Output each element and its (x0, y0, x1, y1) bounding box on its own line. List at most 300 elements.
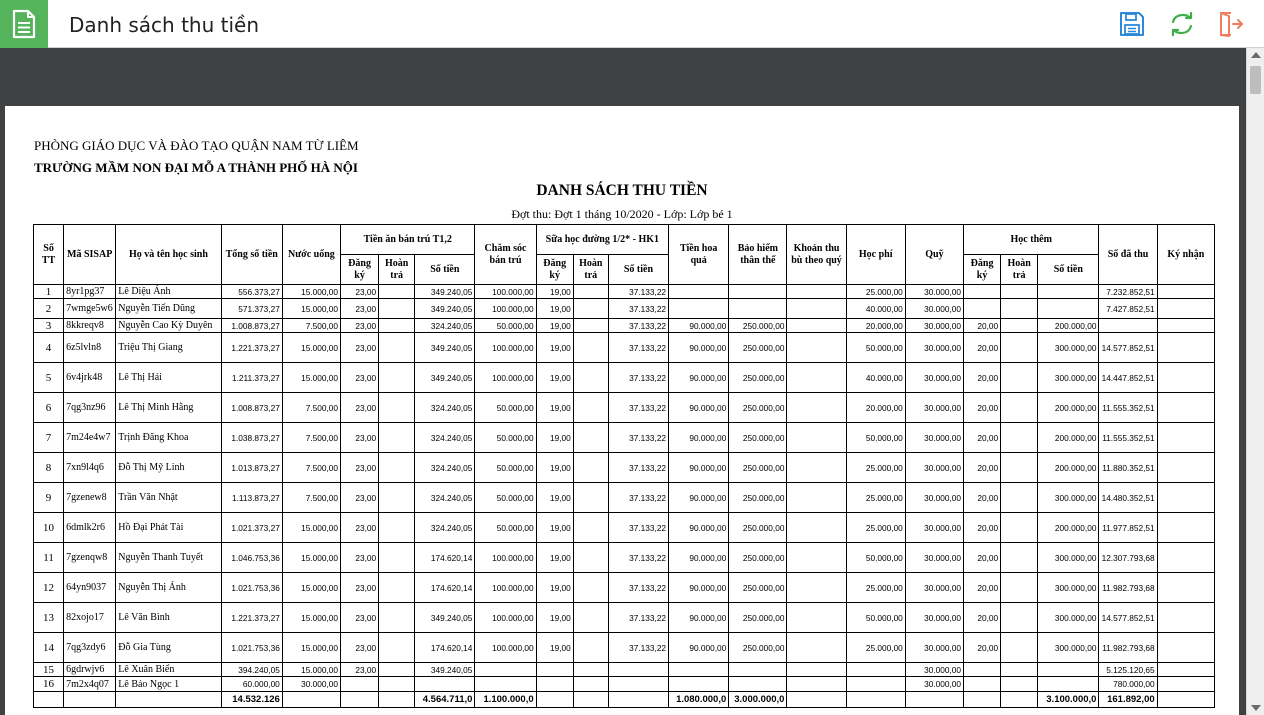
cell-sign (1157, 543, 1214, 573)
cell-meal-amt (415, 677, 475, 692)
cell-milk-amt: 37.133,22 (608, 573, 668, 603)
cell-milk-reg: 19,00 (536, 299, 573, 319)
department-name: PHÒNG GIÁO DỤC VÀ ĐÀO TẠO QUẬN NAM TỪ LIÊM (34, 138, 359, 153)
cell-stt: 3 (34, 319, 64, 333)
cell-extra-amt: 200.000,00 (1038, 453, 1099, 483)
cell-milk-amt: 37.133,22 (608, 319, 668, 333)
cell-insurance: 250.000,00 (729, 393, 787, 423)
cell-tuition: 50.000,00 (846, 423, 905, 453)
cell-extra-reg: 20,00 (964, 393, 1001, 423)
cell-extra-reg (964, 663, 1001, 677)
cell-meal-ref (379, 573, 415, 603)
cell-collected: 11.880.352,51 (1099, 453, 1157, 483)
scrollbar-thumb[interactable] (1250, 66, 1261, 94)
cell-fund: 30.000,00 (905, 333, 963, 363)
table-row (34, 633, 1215, 663)
col-fund-comp: Khoản thu bù theo quý (787, 225, 846, 285)
cell-insurance: 250.000,00 (729, 363, 787, 393)
cell-tuition: 50.000,00 (846, 543, 905, 573)
col-extra-amt: Số tiền (1038, 255, 1099, 285)
cell-meal-ref (379, 663, 415, 677)
cell-name: Nguyễn Thanh Tuyết (116, 543, 221, 573)
cell-meal-ref (379, 363, 415, 393)
cell-milk-amt: 37.133,22 (608, 333, 668, 363)
cell-fund: 30.000,00 (905, 299, 963, 319)
cell-meal-reg: 23,00 (341, 573, 379, 603)
cell-extra-ref (1001, 363, 1038, 393)
cell-flower (669, 663, 729, 677)
cell-fund-comp (787, 633, 846, 663)
cell-water: 7.500,00 (282, 453, 340, 483)
cell-milk-ref (573, 285, 608, 299)
cell-insurance: 250.000,00 (729, 543, 787, 573)
cell-meal-ref (379, 633, 415, 663)
col-care: Chăm sóc bán trú (475, 225, 536, 285)
cell-meal-ref (379, 543, 415, 573)
cell-tuition: 25.000,00 (846, 513, 905, 543)
cell-meal-amt: 349.240,05 (415, 299, 475, 319)
col-milk: Sữa học đường 1/2* - HK1 (536, 225, 668, 255)
cell-collected: 12.307.793,68 (1099, 543, 1157, 573)
col-meal-reg: Đăng ký (341, 255, 379, 285)
cell-name: Lê Diệu Ánh (116, 285, 221, 299)
cell-code: 7gzenqw8 (64, 543, 116, 573)
cell-stt: 11 (34, 543, 64, 573)
cell-meal-reg: 23,00 (341, 299, 379, 319)
cell-extra-reg: 20,00 (964, 633, 1001, 663)
cell-flower: 90.000,00 (669, 513, 729, 543)
cell-care: 50.000,00 (475, 453, 536, 483)
cell-care: 100.000,00 (475, 299, 536, 319)
cell-water: 15.000,00 (282, 513, 340, 543)
cell-total: 1.221.373,27 (221, 603, 282, 633)
cell-meal-amt: 349.240,05 (415, 603, 475, 633)
cell-care: 100.000,00 (475, 543, 536, 573)
cell-extra-amt: 300.000,00 (1038, 543, 1099, 573)
cell-flower: 90.000,00 (669, 423, 729, 453)
cell-extra-reg: 20,00 (964, 543, 1001, 573)
cell-total: 1.013.873,27 (221, 453, 282, 483)
cell-fund: 30.000,00 (905, 285, 963, 299)
cell-milk-amt: 37.133,22 (608, 543, 668, 573)
table-row (34, 285, 1215, 299)
cell-total: 1.021.753,36 (221, 573, 282, 603)
cell-milk-ref (573, 677, 608, 692)
col-extra-ref: Hoàn trả (1001, 255, 1038, 285)
table-row (34, 543, 1215, 573)
col-collected: Số đã thu (1099, 225, 1157, 285)
cell-milk-ref (573, 513, 608, 543)
cell-meal-amt: 174.620,14 (415, 573, 475, 603)
cell-stt: 2 (34, 299, 64, 319)
cell-milk-reg: 19,00 (536, 603, 573, 633)
table-row (34, 319, 1215, 333)
cell-care: 50.000,00 (475, 423, 536, 453)
cell-milk-amt: 37.133,22 (608, 285, 668, 299)
cell-name: Lê Bảo Ngọc 1 (116, 677, 221, 692)
cell-care: 100.000,00 (475, 285, 536, 299)
cell-meal-ref (379, 677, 415, 692)
cell-extra-reg: 20,00 (964, 603, 1001, 633)
cell-tuition: 40.000,00 (846, 299, 905, 319)
cell-tuition (846, 663, 905, 677)
cell-sign (1157, 299, 1214, 319)
cell-meal-amt: 324.240,05 (415, 453, 475, 483)
cell-care: 100.000,00 (475, 603, 536, 633)
col-meal-amt: Số tiền (415, 255, 475, 285)
cell-extra-amt (1038, 285, 1099, 299)
cell-milk-ref (573, 573, 608, 603)
cell-extra-ref (1001, 453, 1038, 483)
vertical-scrollbar[interactable] (1246, 48, 1264, 715)
cell-fund: 30.000,00 (905, 423, 963, 453)
cell-name: Trịnh Đăng Khoa (116, 423, 221, 453)
cell-fund: 30.000,00 (905, 603, 963, 633)
cell-extra-reg: 20,00 (964, 573, 1001, 603)
cell-total: 1.038.873,27 (221, 423, 282, 453)
cell-meal-ref (379, 285, 415, 299)
cell-flower: 90.000,00 (669, 543, 729, 573)
scroll-up-arrow-icon[interactable] (1251, 52, 1261, 58)
cell-milk-ref (573, 633, 608, 663)
cell-extra-ref (1001, 319, 1038, 333)
report-subtitle: Đợt thu: Đợt 1 tháng 10/2020 - Lớp: Lớp bé 1 (511, 207, 733, 221)
cell-tuition: 20.000,00 (846, 393, 905, 423)
cell-sign (1157, 285, 1214, 299)
totals-row (34, 692, 1215, 708)
save-icon (1119, 11, 1145, 37)
cell-fund-comp (787, 573, 846, 603)
cell-fund: 30.000,00 (905, 363, 963, 393)
cell-stt: 6 (34, 393, 64, 423)
cell-fund-comp (787, 319, 846, 333)
cell-flower: 90.000,00 (669, 319, 729, 333)
report-viewer[interactable] (0, 48, 1246, 715)
cell-milk-amt: 37.133,22 (608, 393, 668, 423)
col-extra-reg: Đăng ký (964, 255, 1001, 285)
cell-meal-amt: 324.240,05 (415, 423, 475, 453)
cell-extra-reg: 20,00 (964, 333, 1001, 363)
total-care: 1.100.000,0 (475, 692, 536, 708)
cell-milk-reg: 19,00 (536, 333, 573, 363)
cell-fund: 30.000,00 (905, 453, 963, 483)
cell-milk-reg: 19,00 (536, 393, 573, 423)
cell-milk-reg: 19,00 (536, 423, 573, 453)
cell-fund: 30.000,00 (905, 393, 963, 423)
cell-total: 1.221.373,27 (221, 333, 282, 363)
cell-total: 1.113.873,27 (221, 483, 282, 513)
cell-sign (1157, 513, 1214, 543)
exit-button[interactable] (1218, 11, 1244, 37)
cell-name: Lê Thị Hải (116, 363, 221, 393)
total-empty-cell (846, 692, 905, 708)
cell-code: 8kkreqv8 (64, 319, 116, 333)
cell-meal-reg: 23,00 (341, 423, 379, 453)
cell-tuition: 25.000,00 (846, 453, 905, 483)
cell-collected: 7.232.852,51 (1099, 285, 1157, 299)
cell-milk-ref (573, 319, 608, 333)
payment-table (33, 224, 1215, 708)
cell-extra-ref (1001, 677, 1038, 692)
table-row (34, 663, 1215, 677)
cell-extra-ref (1001, 543, 1038, 573)
col-flower: Tiền hoa quả (669, 225, 729, 285)
cell-stt: 14 (34, 633, 64, 663)
cell-sign (1157, 319, 1214, 333)
cell-milk-reg: 19,00 (536, 319, 573, 333)
cell-sign (1157, 573, 1214, 603)
cell-tuition: 50.000,00 (846, 603, 905, 633)
cell-flower (669, 285, 729, 299)
cell-stt: 12 (34, 573, 64, 603)
cell-fund-comp (787, 363, 846, 393)
cell-fund-comp (787, 333, 846, 363)
cell-meal-ref (379, 453, 415, 483)
cell-water: 15.000,00 (282, 333, 340, 363)
cell-milk-ref (573, 603, 608, 633)
cell-total: 1.021.753,36 (221, 633, 282, 663)
cell-extra-ref (1001, 333, 1038, 363)
cell-extra-ref (1001, 423, 1038, 453)
cell-milk-ref (573, 663, 608, 677)
cell-meal-amt: 349.240,05 (415, 363, 475, 393)
report-title: DANH SÁCH THU TIỀN (536, 182, 708, 199)
cell-extra-ref (1001, 483, 1038, 513)
cell-fund-comp (787, 423, 846, 453)
cell-stt: 7 (34, 423, 64, 453)
scroll-down-arrow-icon[interactable] (1251, 705, 1261, 711)
cell-fund-comp (787, 285, 846, 299)
cell-insurance (729, 285, 787, 299)
cell-tuition: 25.000,00 (846, 573, 905, 603)
cell-meal-reg: 23,00 (341, 543, 379, 573)
cell-sign (1157, 453, 1214, 483)
cell-milk-amt: 37.133,22 (608, 423, 668, 453)
total-empty-cell (1001, 692, 1038, 708)
cell-insurance: 250.000,00 (729, 423, 787, 453)
col-insurance: Bảo hiểm thân thể (729, 225, 787, 285)
cell-code: 7m2x4q07 (64, 677, 116, 692)
cell-water: 7.500,00 (282, 483, 340, 513)
cell-fund-comp (787, 663, 846, 677)
cell-meal-ref (379, 603, 415, 633)
cell-milk-ref (573, 363, 608, 393)
cell-meal-amt: 349.240,05 (415, 333, 475, 363)
cell-milk-amt (608, 663, 668, 677)
refresh-button[interactable] (1169, 11, 1195, 37)
cell-extra-amt (1038, 663, 1099, 677)
col-meal-ref: Hoàn trả (379, 255, 415, 285)
cell-milk-amt: 37.133,22 (608, 633, 668, 663)
report-page (5, 106, 1239, 715)
cell-fund: 30.000,00 (905, 663, 963, 677)
cell-flower: 90.000,00 (669, 573, 729, 603)
col-fund: Quỹ (905, 225, 963, 285)
table-row (34, 603, 1215, 633)
cell-name: Lê Xuân Biển (116, 663, 221, 677)
cell-name: Nguyễn Thị Ánh (116, 573, 221, 603)
cell-milk-reg: 19,00 (536, 543, 573, 573)
cell-name: Lê Văn Bình (116, 603, 221, 633)
cell-extra-amt: 300.000,00 (1038, 333, 1099, 363)
cell-milk-reg: 19,00 (536, 453, 573, 483)
total-insurance: 3.000.000,0 (729, 692, 787, 708)
cell-extra-amt: 300.000,00 (1038, 603, 1099, 633)
cell-extra-amt: 300.000,00 (1038, 363, 1099, 393)
document-list-icon (0, 0, 48, 48)
cell-tuition: 40.000,00 (846, 363, 905, 393)
cell-care: 50.000,00 (475, 393, 536, 423)
cell-fund: 30.000,00 (905, 633, 963, 663)
cell-fund: 30.000,00 (905, 573, 963, 603)
cell-fund-comp (787, 299, 846, 319)
save-button[interactable] (1119, 11, 1145, 37)
cell-tuition: 50.000,00 (846, 333, 905, 363)
cell-stt: 8 (34, 453, 64, 483)
cell-milk-amt: 37.133,22 (608, 299, 668, 319)
cell-extra-ref (1001, 513, 1038, 543)
cell-code: 7qg3zdy6 (64, 633, 116, 663)
cell-flower: 90.000,00 (669, 363, 729, 393)
cell-fund: 30.000,00 (905, 483, 963, 513)
cell-care (475, 663, 536, 677)
cell-collected: 14.577.852,51 (1099, 603, 1157, 633)
cell-milk-ref (573, 453, 608, 483)
cell-collected: 14.480.352,51 (1099, 483, 1157, 513)
cell-sign (1157, 393, 1214, 423)
school-name: TRƯỜNG MẦM NON ĐẠI MỖ A THÀNH PHỐ HÀ NỘI (34, 160, 358, 175)
cell-code: 6z5lvln8 (64, 333, 116, 363)
cell-fund-comp (787, 677, 846, 692)
cell-total: 1.046.753,36 (221, 543, 282, 573)
col-milk-ref: Hoàn trả (573, 255, 608, 285)
cell-stt: 15 (34, 663, 64, 677)
cell-collected: 11.555.352,51 (1099, 423, 1157, 453)
cell-meal-reg: 23,00 (341, 285, 379, 299)
cell-extra-amt: 200.000,00 (1038, 513, 1099, 543)
cell-fund-comp (787, 453, 846, 483)
cell-milk-ref (573, 393, 608, 423)
col-name: Họ và tên học sinh (116, 225, 221, 285)
cell-water: 15.000,00 (282, 663, 340, 677)
cell-sign (1157, 363, 1214, 393)
cell-extra-amt: 300.000,00 (1038, 573, 1099, 603)
col-stt: Số TT (34, 225, 64, 285)
cell-sign (1157, 423, 1214, 453)
cell-insurance (729, 663, 787, 677)
cell-care: 100.000,00 (475, 573, 536, 603)
cell-sign (1157, 603, 1214, 633)
cell-milk-reg: 19,00 (536, 285, 573, 299)
cell-care: 50.000,00 (475, 513, 536, 543)
table-row (34, 423, 1215, 453)
cell-collected: 5.125.120,65 (1099, 663, 1157, 677)
cell-insurance: 250.000,00 (729, 453, 787, 483)
cell-insurance: 250.000,00 (729, 603, 787, 633)
cell-insurance (729, 677, 787, 692)
cell-meal-reg: 23,00 (341, 333, 379, 363)
cell-collected: 11.977.852,51 (1099, 513, 1157, 543)
cell-extra-reg: 20,00 (964, 513, 1001, 543)
cell-milk-reg (536, 677, 573, 692)
cell-insurance: 250.000,00 (729, 483, 787, 513)
total-extra-amt: 3.100.000,0 (1038, 692, 1099, 708)
cell-code: 7qg3nz96 (64, 393, 116, 423)
cell-extra-reg (964, 299, 1001, 319)
cell-stt: 1 (34, 285, 64, 299)
cell-care: 50.000,00 (475, 483, 536, 513)
page-title: Danh sách thu tiền (69, 13, 259, 37)
cell-meal-reg (341, 677, 379, 692)
cell-meal-amt: 174.620,14 (415, 543, 475, 573)
cell-extra-amt: 200.000,00 (1038, 423, 1099, 453)
cell-extra-amt (1038, 299, 1099, 319)
total-empty-cell (64, 692, 116, 708)
cell-collected: 11.555.352,51 (1099, 393, 1157, 423)
cell-meal-reg: 23,00 (341, 663, 379, 677)
cell-insurance: 250.000,00 (729, 319, 787, 333)
cell-extra-ref (1001, 573, 1038, 603)
cell-water: 15.000,00 (282, 573, 340, 603)
cell-extra-ref (1001, 603, 1038, 633)
cell-fund-comp (787, 543, 846, 573)
cell-extra-reg: 20,00 (964, 453, 1001, 483)
refresh-icon (1169, 11, 1195, 37)
cell-insurance: 250.000,00 (729, 573, 787, 603)
cell-stt: 9 (34, 483, 64, 513)
total-empty-cell (282, 692, 340, 708)
cell-name: Nguyễn Tiến Dũng (116, 299, 221, 319)
cell-flower: 90.000,00 (669, 633, 729, 663)
cell-code: 6v4jrk48 (64, 363, 116, 393)
cell-meal-reg: 23,00 (341, 603, 379, 633)
cell-extra-reg: 20,00 (964, 483, 1001, 513)
total-empty-cell (379, 692, 415, 708)
cell-fund-comp (787, 393, 846, 423)
cell-care (475, 677, 536, 692)
cell-meal-reg: 23,00 (341, 483, 379, 513)
cell-sign (1157, 483, 1214, 513)
total-collected: 161.892,00 (1099, 692, 1157, 708)
cell-extra-reg: 20,00 (964, 363, 1001, 393)
cell-tuition (846, 677, 905, 692)
cell-code: 7xn9l4q6 (64, 453, 116, 483)
cell-extra-ref (1001, 299, 1038, 319)
cell-extra-reg (964, 677, 1001, 692)
cell-extra-amt: 200.000,00 (1038, 319, 1099, 333)
cell-meal-reg: 23,00 (341, 513, 379, 543)
cell-collected: 14.447.852,51 (1099, 363, 1157, 393)
cell-total: 394.240,05 (221, 663, 282, 677)
cell-flower: 90.000,00 (669, 393, 729, 423)
cell-water: 15.000,00 (282, 633, 340, 663)
cell-milk-reg: 19,00 (536, 513, 573, 543)
cell-insurance: 250.000,00 (729, 333, 787, 363)
total-empty-cell (116, 692, 221, 708)
cell-milk-ref (573, 333, 608, 363)
cell-fund: 30.000,00 (905, 513, 963, 543)
cell-fund-comp (787, 603, 846, 633)
cell-name: Lê Thị Minh Hằng (116, 393, 221, 423)
total-empty-cell (964, 692, 1001, 708)
cell-total: 571.373,27 (221, 299, 282, 319)
cell-name: Đỗ Thị Mỹ Linh (116, 453, 221, 483)
col-water: Nước uống (282, 225, 340, 285)
cell-extra-amt: 300.000,00 (1038, 483, 1099, 513)
cell-code: 7m24e4w7 (64, 423, 116, 453)
cell-fund-comp (787, 483, 846, 513)
cell-water: 7.500,00 (282, 423, 340, 453)
